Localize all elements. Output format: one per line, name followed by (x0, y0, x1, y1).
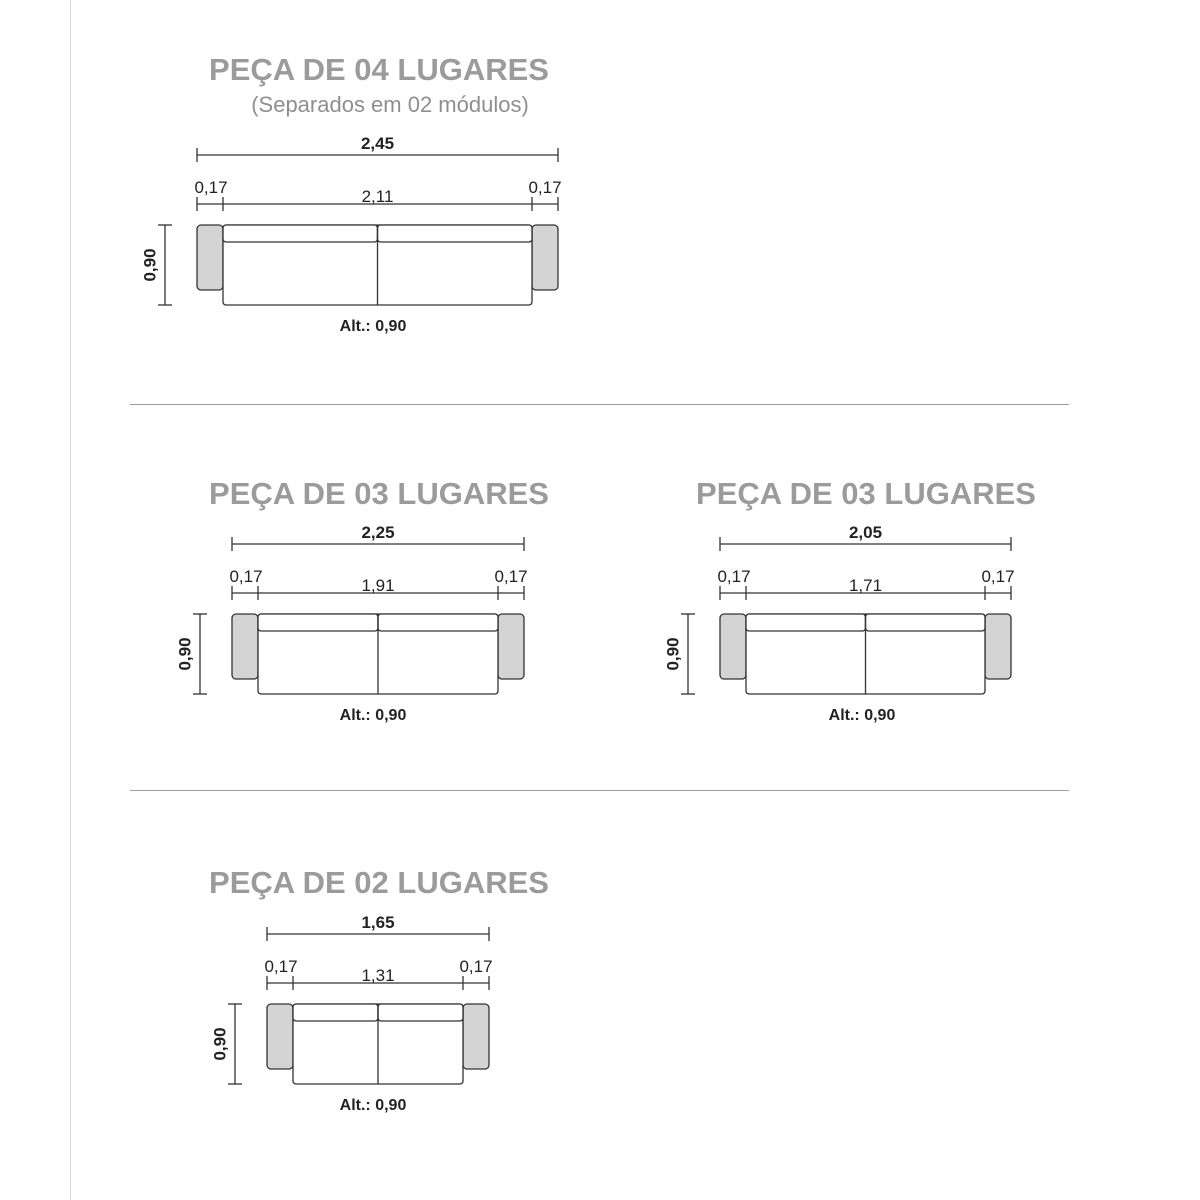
depth-label: 0,90 (663, 637, 683, 671)
piece-title: PEÇA DE 04 LUGARES (209, 52, 549, 87)
height-label: Alt.: 0,90 (339, 1097, 407, 1114)
piece-title: PEÇA DE 03 LUGARES (696, 476, 1036, 511)
total-width-label: 1,65 (361, 913, 395, 932)
arm-right-label: 0,17 (459, 957, 493, 976)
total-width-label: 2,05 (848, 523, 883, 542)
piece-title: PEÇA DE 03 LUGARES (209, 476, 549, 511)
total-width-label: 2,45 (360, 134, 395, 153)
seat-width-label: 1,31 (361, 966, 395, 985)
height-label: Alt.: 0,90 (339, 318, 407, 335)
arm-left-label: 0,17 (194, 178, 228, 197)
arm-right-label: 0,17 (528, 178, 562, 197)
piece-subtitle: (Separados em 02 módulos) (251, 92, 529, 117)
seat-width-label: 1,91 (361, 576, 395, 595)
arm-left-label: 0,17 (717, 567, 751, 586)
backrest-cushion (378, 1004, 463, 1021)
backrest-cushion (293, 1004, 378, 1021)
seat-width-label: 2,11 (361, 187, 394, 206)
seat-width-label: 1,71 (848, 576, 883, 595)
piece-title: PEÇA DE 02 LUGARES (209, 865, 549, 900)
arm-right-label: 0,17 (494, 567, 528, 586)
arm-left-label: 0,17 (264, 957, 298, 976)
total-width-label: 2,25 (361, 523, 395, 542)
depth-label: 0,90 (140, 248, 160, 282)
armrest-left (267, 1004, 293, 1069)
armrest-right (463, 1004, 489, 1069)
depth-label: 0,90 (175, 637, 195, 671)
depth-label: 0,90 (210, 1027, 230, 1061)
height-label: Alt.: 0,90 (339, 707, 407, 724)
arm-left-label: 0,17 (229, 567, 263, 586)
arm-right-label: 0,17 (981, 567, 1015, 586)
height-label: Alt.: 0,90 (828, 707, 896, 724)
